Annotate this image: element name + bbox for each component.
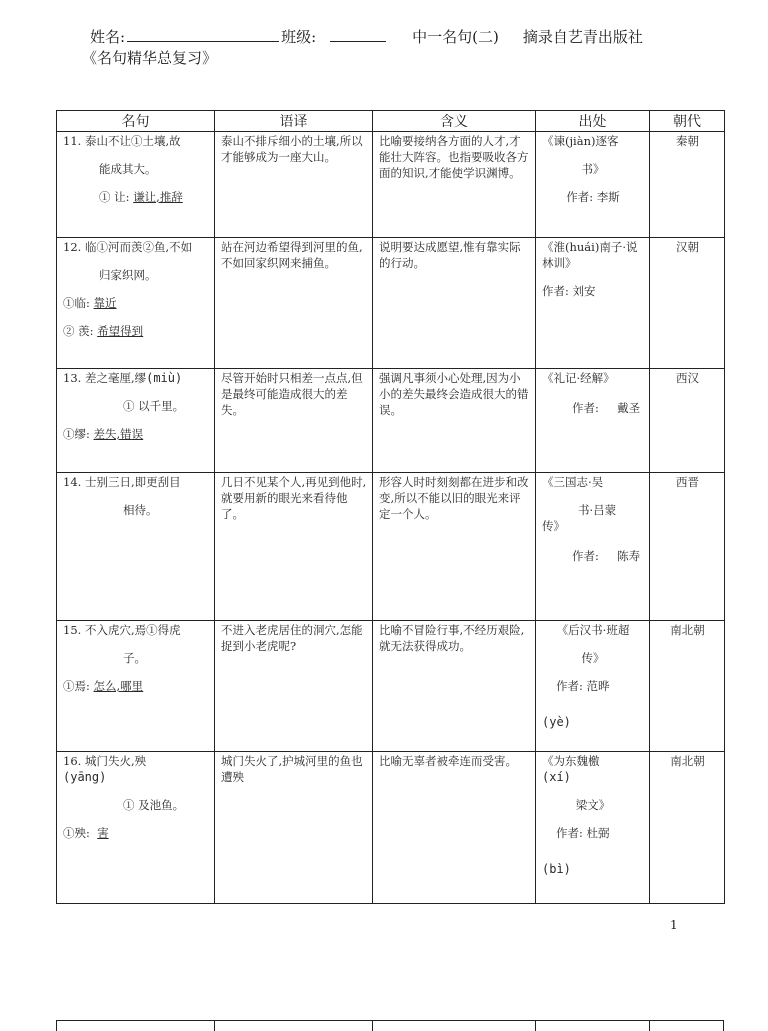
source-text: 《礼记·经解》 [542,371,615,385]
source-cell [536,752,650,904]
source-cell [536,238,650,369]
proverb-text: 归家织网。 [99,268,157,282]
dynasty-cell: 南北朝 [650,621,725,752]
column-header: 出处 [536,111,650,132]
column-header: 含义 [373,111,536,132]
author-label: 作者: [572,549,599,563]
meaning-cell: 形容人时时刻刻都在进步和改变,所以不能以旧的眼光来评定一个人。 [373,473,536,621]
note-value: 希望得到 [97,324,144,338]
proverb-text: 相待。 [123,503,158,517]
note-label: ①缪: [63,427,90,441]
proverb-text: 能成其大。 [99,162,157,176]
table-row [57,369,725,473]
translation-cell: 几日不见某个人,再见到他时,就要用新的眼光来看待他了。 [215,473,373,621]
proverb-text: 不入虎穴,焉①得虎 [84,623,181,637]
entry-number: 14. [63,475,82,489]
pinyin-text: (yè) [542,715,571,729]
source-text: 传》 [542,519,565,533]
note-value: 害 [97,826,109,840]
pinyin-text: (miù) [146,371,183,385]
source-text: 《为东魏檄 [542,754,600,768]
source-text: 传》 [581,651,605,665]
source-text: 书》 [581,162,605,176]
note-value: 差失,错误 [93,427,144,441]
proverb-text: 临①河而羡②鱼,不如 [84,240,193,254]
translation-cell: 站在河边希望得到河里的鱼,不如回家织网来捕鱼。 [215,238,373,369]
meaning-cell: 比喻无辜者被牵连而受害。 [373,752,536,904]
proverb-text: ① 以千里。 [123,399,185,413]
table-row [57,752,725,904]
pinyin-text: (xí) [542,770,571,784]
dynasty-cell: 西汉 [650,369,725,473]
next-table-edge [56,1020,724,1031]
source-cell [536,473,650,621]
author-text: 作者: 刘安 [542,284,596,298]
name-label: 姓名: [90,28,126,46]
class-blank [330,28,386,42]
entry-number: 13. [63,371,82,385]
author-label: 作者: [572,401,599,415]
note-label: ①殃: [63,826,90,840]
table-header-row [57,111,725,132]
proverb-text: 泰山不让①土壤,故 [84,134,181,148]
proverb-text: ① 及池鱼。 [123,798,185,812]
note-label: ①临: [63,296,90,310]
proverb-text: 子。 [123,651,146,665]
source-text: 书·吕蒙 [578,503,617,517]
worksheet-header [90,26,643,47]
author-text: 作者: 范晔 [556,679,610,693]
note-value: 怎么,哪里 [93,679,144,693]
meaning-cell: 强调凡事须小心处理,因为小小的差失最终会造成很大的错误。 [373,369,536,473]
proverb-cell [57,473,215,621]
column-header: 名句 [57,111,215,132]
column-header: 语译 [215,111,373,132]
note-label: ② 羡: [63,324,94,338]
source-cell [536,621,650,752]
page-number: 1 [670,918,678,932]
proverbs-table [56,110,725,904]
meaning-cell: 说明要达成愿望,惟有靠实际的行动。 [373,238,536,369]
entry-number: 15. [63,623,82,637]
dynasty-cell: 西晋 [650,473,725,621]
proverb-cell [57,752,215,904]
source-cell [536,132,650,238]
translation-cell: 泰山不排斥细小的土壤,所以才能够成为一座大山。 [215,132,373,238]
name-blank [127,28,279,42]
source-text: 《三国志·吴 [542,475,604,489]
source-cell [536,369,650,473]
proverb-cell [57,621,215,752]
translation-cell: 不进入老虎居住的洞穴,怎能捉到小老虎呢? [215,621,373,752]
author-text: 作者: 杜弼 [556,826,610,840]
note-value: 靠近 [93,296,117,310]
proverb-cell [57,132,215,238]
source-note: 摘录自艺青出版社 [522,28,643,46]
entry-number: 16. [63,754,82,768]
note-value: 谦让,推辞 [133,190,183,204]
dynasty-cell: 秦朝 [650,132,725,238]
author-name: 戴圣 [617,401,641,415]
proverb-text: 城门失火,殃 [84,754,147,768]
entry-number: 11. [63,134,82,148]
translation-cell: 城门失火了,护城河里的鱼也遭殃 [215,752,373,904]
author-text: 作者: 李斯 [566,190,620,204]
proverb-text: 差之毫厘,缪 [84,371,147,385]
table-row [57,473,725,621]
table-row [57,132,725,238]
proverb-text: 士别三日,即更刮目 [84,475,181,489]
note-label: ① 让: [99,190,130,204]
author-name: 陈寿 [617,549,641,563]
source-text: 梁文》 [575,798,611,812]
source-text: 《谏(jiàn)逐客 [542,134,619,148]
pinyin-text: (yāng) [63,770,107,784]
table-row [57,238,725,369]
worksheet-title: 中一名句(二) [412,28,499,46]
class-label: 班级: [281,28,317,46]
meaning-cell: 比喻要接纳各方面的人才,才能壮大阵容。也指要吸收各方面的知识,才能使学识渊博。 [373,132,536,238]
entry-number: 12. [63,240,82,254]
source-text: 《后汉书·班超 [556,623,630,637]
book-title: 《名句精华总复习》 [82,49,218,67]
dynasty-cell: 汉朝 [650,238,725,369]
column-header: 朝代 [650,111,725,132]
pinyin-text: (bì) [542,862,571,876]
proverb-cell [57,369,215,473]
source-text: 《淮(huái)南子·说林训》 [542,240,638,270]
dynasty-cell: 南北朝 [650,752,725,904]
proverb-cell [57,238,215,369]
meaning-cell: 比喻不冒险行事,不经历艰险,就无法获得成功。 [373,621,536,752]
table-row [57,621,725,752]
translation-cell: 尽管开始时只相差一点点,但是最终可能造成很大的差失。 [215,369,373,473]
note-label: ①焉: [63,679,90,693]
